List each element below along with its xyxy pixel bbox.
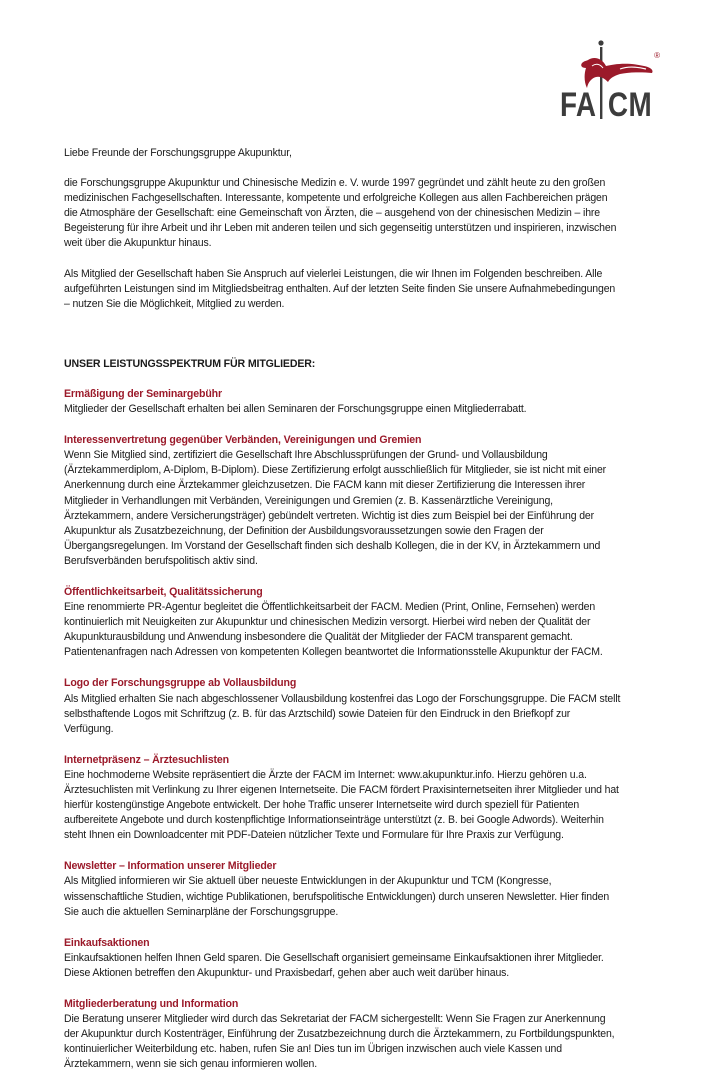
service-text: Die Beratung unserer Mitglieder wird durch das Sekretariat der FACM sichergestellt: Wenn Sie Fragen zur Anerkennung der Akupunktur durch Kostenträger, Einführung der Zusatzbezeichnung durch die Ärztekammern, zu Fortbildungspunkten, kontinuierlicher Weiterbildung etc. haben, rufen Sie an! Dies tun im Übrigen inzwischen auch viele Kassen und Ärztekammern, wenn sie sich genau informieren wollen. <box>64 1013 615 1071</box>
letter-body <box>64 146 622 1089</box>
service-title: Internetpräsenz – Ärztesuchlisten <box>64 753 229 766</box>
service-title: Ermäßigung der Seminargebühr <box>64 387 222 400</box>
greeting: Liebe Freunde der Forschungsgruppe Akupunktur, <box>64 147 292 159</box>
service-title: Mitgliederberatung und Information <box>64 998 239 1011</box>
service-title: Öffentlichkeitsarbeit, Qualitätssicherung <box>64 585 263 598</box>
service-title: Interessenvertretung gegenüber Verbänden, Vereinigungen und Gremien <box>64 434 422 447</box>
service-text: Eine renommierte PR-Agentur begleitet die Öffentlichkeitsarbeit der FACM. Medien (Print, Online, Fernsehen) werden kontinuierlich mit Neuigkeiten zur Akupunktur und chinesischen Medizin versorgt. Hierbei wird neben der Qualität der Akupunkturausbildung und Anwendung insbesondere die Qualität der Mitglieder der FACM transparent gemacht. Patientenanfragen nach Adressen von kompetenten Kollegen beantwortet die Informationsstelle Akupunktur der FACM. <box>64 601 603 659</box>
service-block <box>64 753 622 844</box>
service-title: Logo der Forschungsgruppe ab Vollausbildung <box>64 677 297 690</box>
service-block <box>64 859 622 919</box>
intro-paragraph: die Forschungsgruppe Akupunktur und Chinesische Medizin e. V. wurde 1997 gegründet und zählt heute zu den großen medizinischen Fachgesellschaften. Interessante, kompetente und erfolgreiche Kollegen aus allen Fachbereichen prägen die Atmosphäre der Gesellschaft: eine Gemeinschaft von Ärzten, die – ausgehend von der chinesischen Medizin – ihre Begeisterung für ihre Arbeit und ihr Leben mit anderen teilen und sich gegenseitig unterstützen und inspirieren, inzwischen weit über die Akupunktur hinaus. <box>64 177 617 250</box>
service-block <box>64 997 622 1072</box>
facm-logo <box>558 36 668 128</box>
membership-paragraph: Als Mitglied der Gesellschaft haben Sie Anspruch auf vielerlei Leistungen, die wir Ihnen im Folgenden beschreiben. Alle aufgeführten Leistungen sind im Mitgliedsbeitrag enthalten. Auf der letzten Seite finden Sie unsere Aufnahmebedingungen – nutzen Sie die Möglichkeit, Mitglied zu werden. <box>64 267 616 310</box>
service-block <box>64 936 622 981</box>
service-text: Mitglieder der Gesellschaft erhalten bei allen Seminaren der Forschungsgruppe einen Mitgliederrabatt. <box>64 403 527 416</box>
service-block <box>64 676 622 736</box>
registered-mark: ® <box>654 51 660 60</box>
logo-wordmark <box>560 86 652 125</box>
section-heading: UNSER LEISTUNGSSPEKTRUM FÜR MITGLIEDER: <box>64 357 316 370</box>
service-text: Wenn Sie Mitglied sind, zertifiziert die Gesellschaft Ihre Abschlussprüfungen der Grund- und Vollausbildung (Ärztekammerdiplom, A-Diplom, B-Diplom). Diese Zertifizierung erfolgt ausschließlich für Mitglieder, sie ist nicht mit einer Anerkennung durch eine Ärztekammer gleichzusetzen. Die FACM kann mit dieser Zertifizierung die Interessen ihrer Mitglieder in Verhandlungen mit Verbänden, Vereinigungen und Gremien (z. B. Kassenärztliche Vereinigung, Ärztekammern, andere Versicherungsträger) gebündelt vertreten. Wichtig ist dies zum Beispiel bei der Einführung der Akupunktur als Zusatzbezeichnung, der Definition der Ausbildungsvoraussetzungen sowie den Fragen der Übergangsregelungen. Im Vorstand der Gesellschaft finden sich deshalb Kollegen, die in der KV, in Ärztekammern und Berufsverbänden berufspolitisch aktiv sind. <box>64 449 607 567</box>
service-text: Einkaufsaktionen helfen Ihnen Geld sparen. Die Gesellschaft organisiert gemeinsame Einkaufsaktionen ihrer Mitglieder. Diese Aktionen betreffen den Akupunktur- und Praxisbedarf, gehen aber auch weit darüber hinaus. <box>64 951 604 979</box>
logo-text-left: FA <box>560 86 597 124</box>
service-title: Einkaufsaktionen <box>64 936 150 949</box>
service-block <box>64 585 622 660</box>
service-block <box>64 387 622 417</box>
service-text: Eine hochmoderne Website repräsentiert die Ärzte der FACM im Internet: www.akupunktur.info. Hierzu gehören u.a. Ärztesuchlisten mit Verlinkung zu Ihrer eigenen Internetseite. Die FACM fördert Praxisinternetseiten ihrer Mitglieder und hat hierfür kostengünstige Angebote entwickelt. Der hohe Traffic unserer Internetseite wird durch speziell für Patienten aufbereitete Angebote und durch kostenpflichtige Informationseinträge unterstützt (z. B. bei Google Adwords). Weiterhin steht Ihnen ein Downloadcenter mit PDF-Dateien nützlicher Texte und Formulare für Ihre Praxis zur Verfügung. <box>64 768 619 842</box>
service-text: Als Mitglied informieren wir Sie aktuell über neueste Entwicklungen in der Akupunktur und TCM (Kongresse, wissenschaftliche Studien, wichtige Publikationen, berufspolitische Entwicklungen) durch unseren Newsletter. Hier finden Sie auch die aktuellen Seminarpläne der Forschungsgruppe. <box>64 875 610 918</box>
service-title: Newsletter – Information unserer Mitglieder <box>64 860 277 873</box>
service-block <box>64 433 622 569</box>
service-text: Als Mitglied erhalten Sie nach abgeschlossener Vollausbildung kostenfrei das Logo der Forschungsgruppe. Die FACM stellt selbsthaftende Logos mit Schriftzug (z. B. für das Arztschild) sowie Dateien für den Eindruck in den Briefkopf zur Verfügung. <box>64 692 621 735</box>
logo-text-right: CM <box>607 86 653 124</box>
